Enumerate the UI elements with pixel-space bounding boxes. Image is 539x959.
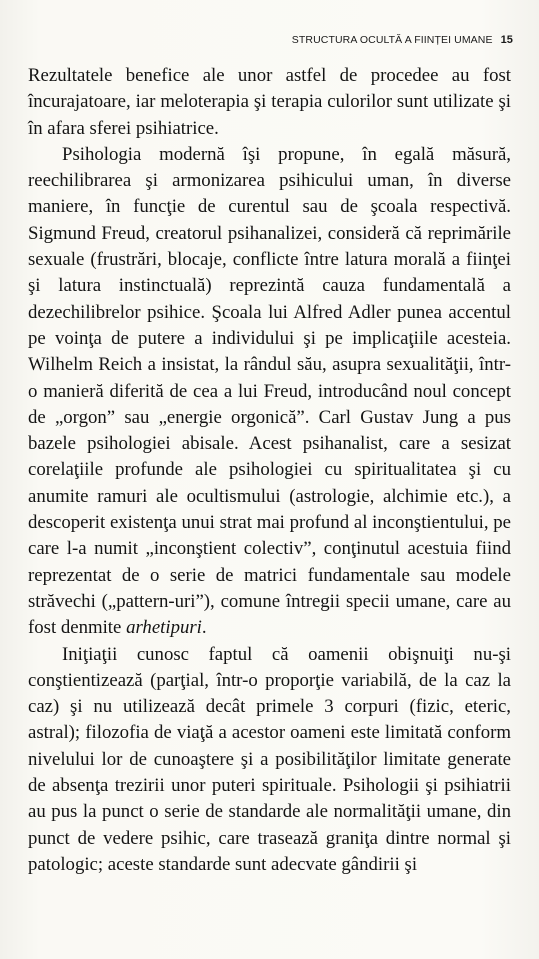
running-title: STRUCTURA OCULTĂ A FIINȚEI UMANE [291, 34, 493, 46]
body-text [28, 63, 511, 878]
paragraph-2-text: Psihologia modernă îşi propune, în egală măsură, reechilibrarea şi armonizarea psihicului uman, în diverse maniere, în funcţie de curentul sau de şcoala respectivă. Sigmund Freud, creatorul psihanalizei, consideră că reprimările sexuale (frustrări, blocaje, conflicte între latura morală a fiinţei şi latura instinctuală) reprezintă cauza fundamentală a dezechilibrelor psihice. Şcoala lui Alfred Adler punea accentul pe voinţa de putere a individului şi pe implicaţiile acesteia. Wilhelm Reich a insistat, la rândul său, asupra sexualităţii, într-o manieră diferită de cea a lui Freud, introducând noul concept de „orgon” sau „energie orgonică”. Carl Gustav Jung a pus bazele psihologiei abisale. Acest psihanalist, care a sesizat corelaţiile profunde ale psihologiei cu spiritualitatea şi cu anumite ramuri ale ocultismului (astrologie, alchimie etc.), a descoperit existenţa unui strat mai profund al inconştientului, pe care l-a numit „inconştient colectiv”, conţinutul acestuia fiind reprezentat de o serie de matrici fundamentale sau modele străvechi („pattern-uri”), comune întregii specii umane, care au fost denmite [28, 143, 511, 639]
paragraph-1: Rezultatele benefice ale unor astfel de procedee au fost încurajatoare, iar meloterapia şi terapia culorilor sunt utilizate şi în afara sferei psihiatrice. [28, 65, 511, 139]
paragraph-2 [28, 142, 511, 642]
paragraph-2-end: . [201, 617, 207, 639]
italic-term: arhetipuri [126, 617, 202, 639]
running-header [292, 34, 513, 46]
page-number: 15 [500, 34, 513, 46]
paragraph-3: Iniţiaţii cunosc faptul că oamenii obişnuiţi nu-şi conştientizează (parţial, într-o proporţie variabilă, de la caz la caz) şi nu utilizează decât primele 3 corpuri (fizic, eteric, astral); filozofia de viaţă a acestor oameni este limitată conform nivelului lor de cunoaştere şi a posibilităţilor limitate generate de absenţa trezirii unor puteri spirituale. Psihologii şi psihiatrii au pus la punct o serie de standarde ale normalităţii umane, din punct de vedere psihic, care trasează graniţa dintre normal şi patologic; aceste standarde sunt adecvate gândirii şi [28, 643, 511, 875]
